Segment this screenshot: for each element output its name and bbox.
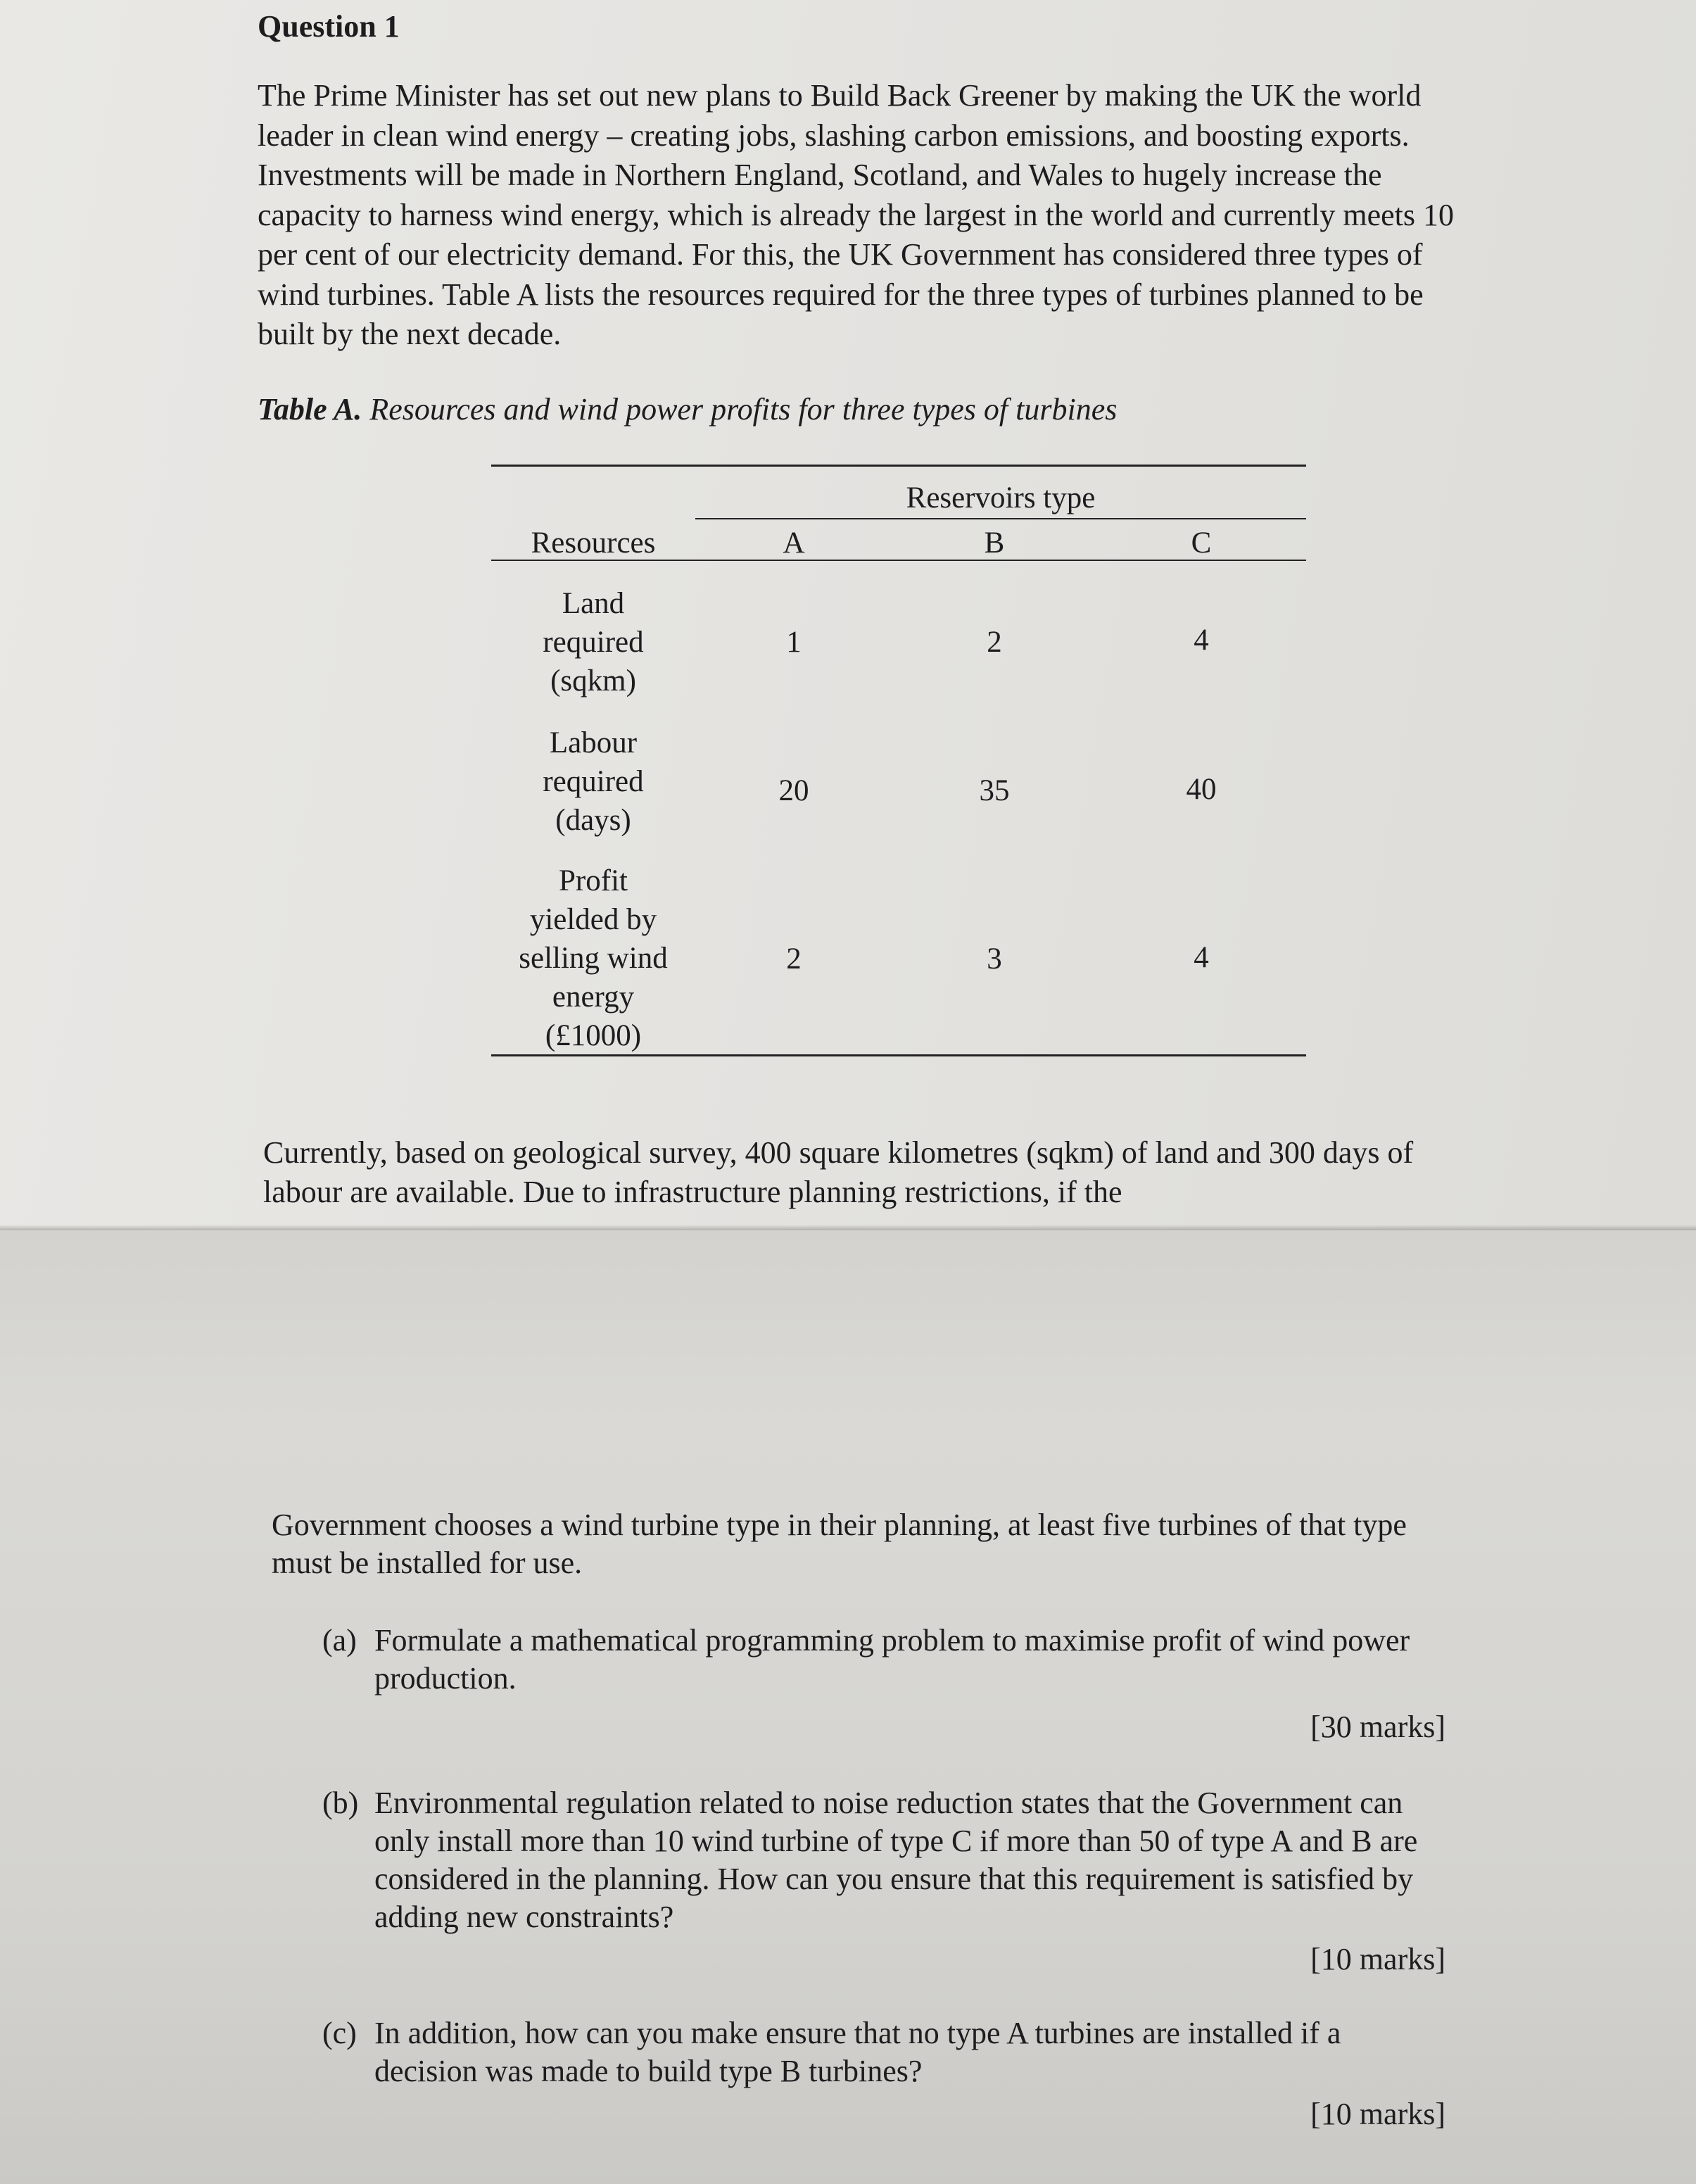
subquestion-b-marks: [10 marks] <box>1310 1942 1445 1976</box>
resources-table <box>491 465 1306 1057</box>
intro-paragraph: The Prime Minister has set out new plans to Build Back Greener by making the UK the world leader in clean wind energy – creating jobs, slashing carbon emissions, and boosting exports. Investments will be made in Northern England, Scotland, and Wales to hugely increase the capacity to harness wind energy, which is already the largest in the world and currently meets 10 per cent of our electricity demand. For this, the UK Government has considered three types of wind turbines. Table A lists the resources required for the three types of turbines planned to be built by the next decade. <box>258 78 1454 351</box>
subquestion-a <box>322 1622 1448 1698</box>
type-header-b: B <box>984 526 1005 560</box>
label-line: energy <box>552 980 635 1014</box>
label-line: yielded by <box>529 903 657 936</box>
subquestion-c-text: In addition, how can you make ensure that no type A turbines are installed if a decision was made to build type B turbines? <box>374 2016 1341 2088</box>
subquestion-c-marks: [10 marks] <box>1310 2097 1445 2131</box>
subquestion-a-text: Formulate a mathematical programming problem to maximise profit of wind power production. <box>374 1623 1410 1696</box>
cell-labour-c: 40 <box>1186 773 1217 806</box>
header-bottom-rule <box>491 560 1306 561</box>
subquestion-a-label: (a) <box>322 1623 357 1658</box>
subquestion-b-text: Environmental regulation related to noise reduction states that the Government can only install more than 10 wind turbine of type C if more than 50 of type A and B are considered in the planning. How can you ensure that this requirement is satisfied by adding new constraints? <box>374 1786 1418 1934</box>
label-line: selling wind <box>519 942 668 975</box>
cell-land-b: 2 <box>987 626 1002 659</box>
label-line: required <box>543 626 644 659</box>
cell-profit-a: 2 <box>786 942 802 976</box>
subquestion-c-label: (c) <box>322 2016 357 2050</box>
subquestion-c <box>322 2014 1448 2090</box>
table-row-label-labour <box>491 724 695 840</box>
table-top-rule <box>491 465 1306 467</box>
group-header-rule <box>695 518 1306 519</box>
cell-profit-b: 3 <box>987 942 1002 976</box>
cell-labour-b: 35 <box>979 774 1010 807</box>
question-heading: Question 1 <box>258 9 400 44</box>
label-line: required <box>543 765 644 798</box>
label-line: (sqkm) <box>550 664 636 698</box>
label-line: (days) <box>555 804 631 837</box>
continuation-paragraph-1: Currently, based on geological survey, 400 square kilometres (sqkm) of land and 300 days of labour are available. Due to infrastructure planning restrictions, if the <box>263 1135 1414 1209</box>
subquestion-a-marks: [30 marks] <box>1310 1710 1445 1744</box>
subquestion-b <box>322 1784 1448 1936</box>
label-line: Profit <box>559 864 628 897</box>
table-caption <box>258 391 1117 427</box>
label-line: Labour <box>549 726 638 759</box>
cell-profit-c: 4 <box>1194 941 1209 974</box>
cell-labour-a: 20 <box>778 774 809 807</box>
label-line: Land <box>562 587 625 620</box>
label-line: (£1000) <box>545 1019 642 1052</box>
table-row-label-profit <box>491 861 695 1055</box>
table-caption-label: Table A. <box>258 392 362 427</box>
table-row-label-land <box>491 584 695 700</box>
subquestion-b-label: (b) <box>322 1786 359 1820</box>
group-header: Reservoirs type <box>906 481 1096 515</box>
cell-land-c: 4 <box>1194 624 1209 657</box>
type-header-c: C <box>1191 526 1212 560</box>
continuation-paragraph-2: Government chooses a wind turbine type in their planning, at least five turbines of that type must be installed for use. <box>272 1508 1407 1580</box>
table-caption-text: Resources and wind power profits for three types of turbines <box>369 392 1118 427</box>
resources-header: Resources <box>531 526 656 560</box>
cell-land-a: 1 <box>786 626 802 659</box>
table-bottom-rule <box>491 1054 1306 1056</box>
type-header-a: A <box>783 526 805 560</box>
